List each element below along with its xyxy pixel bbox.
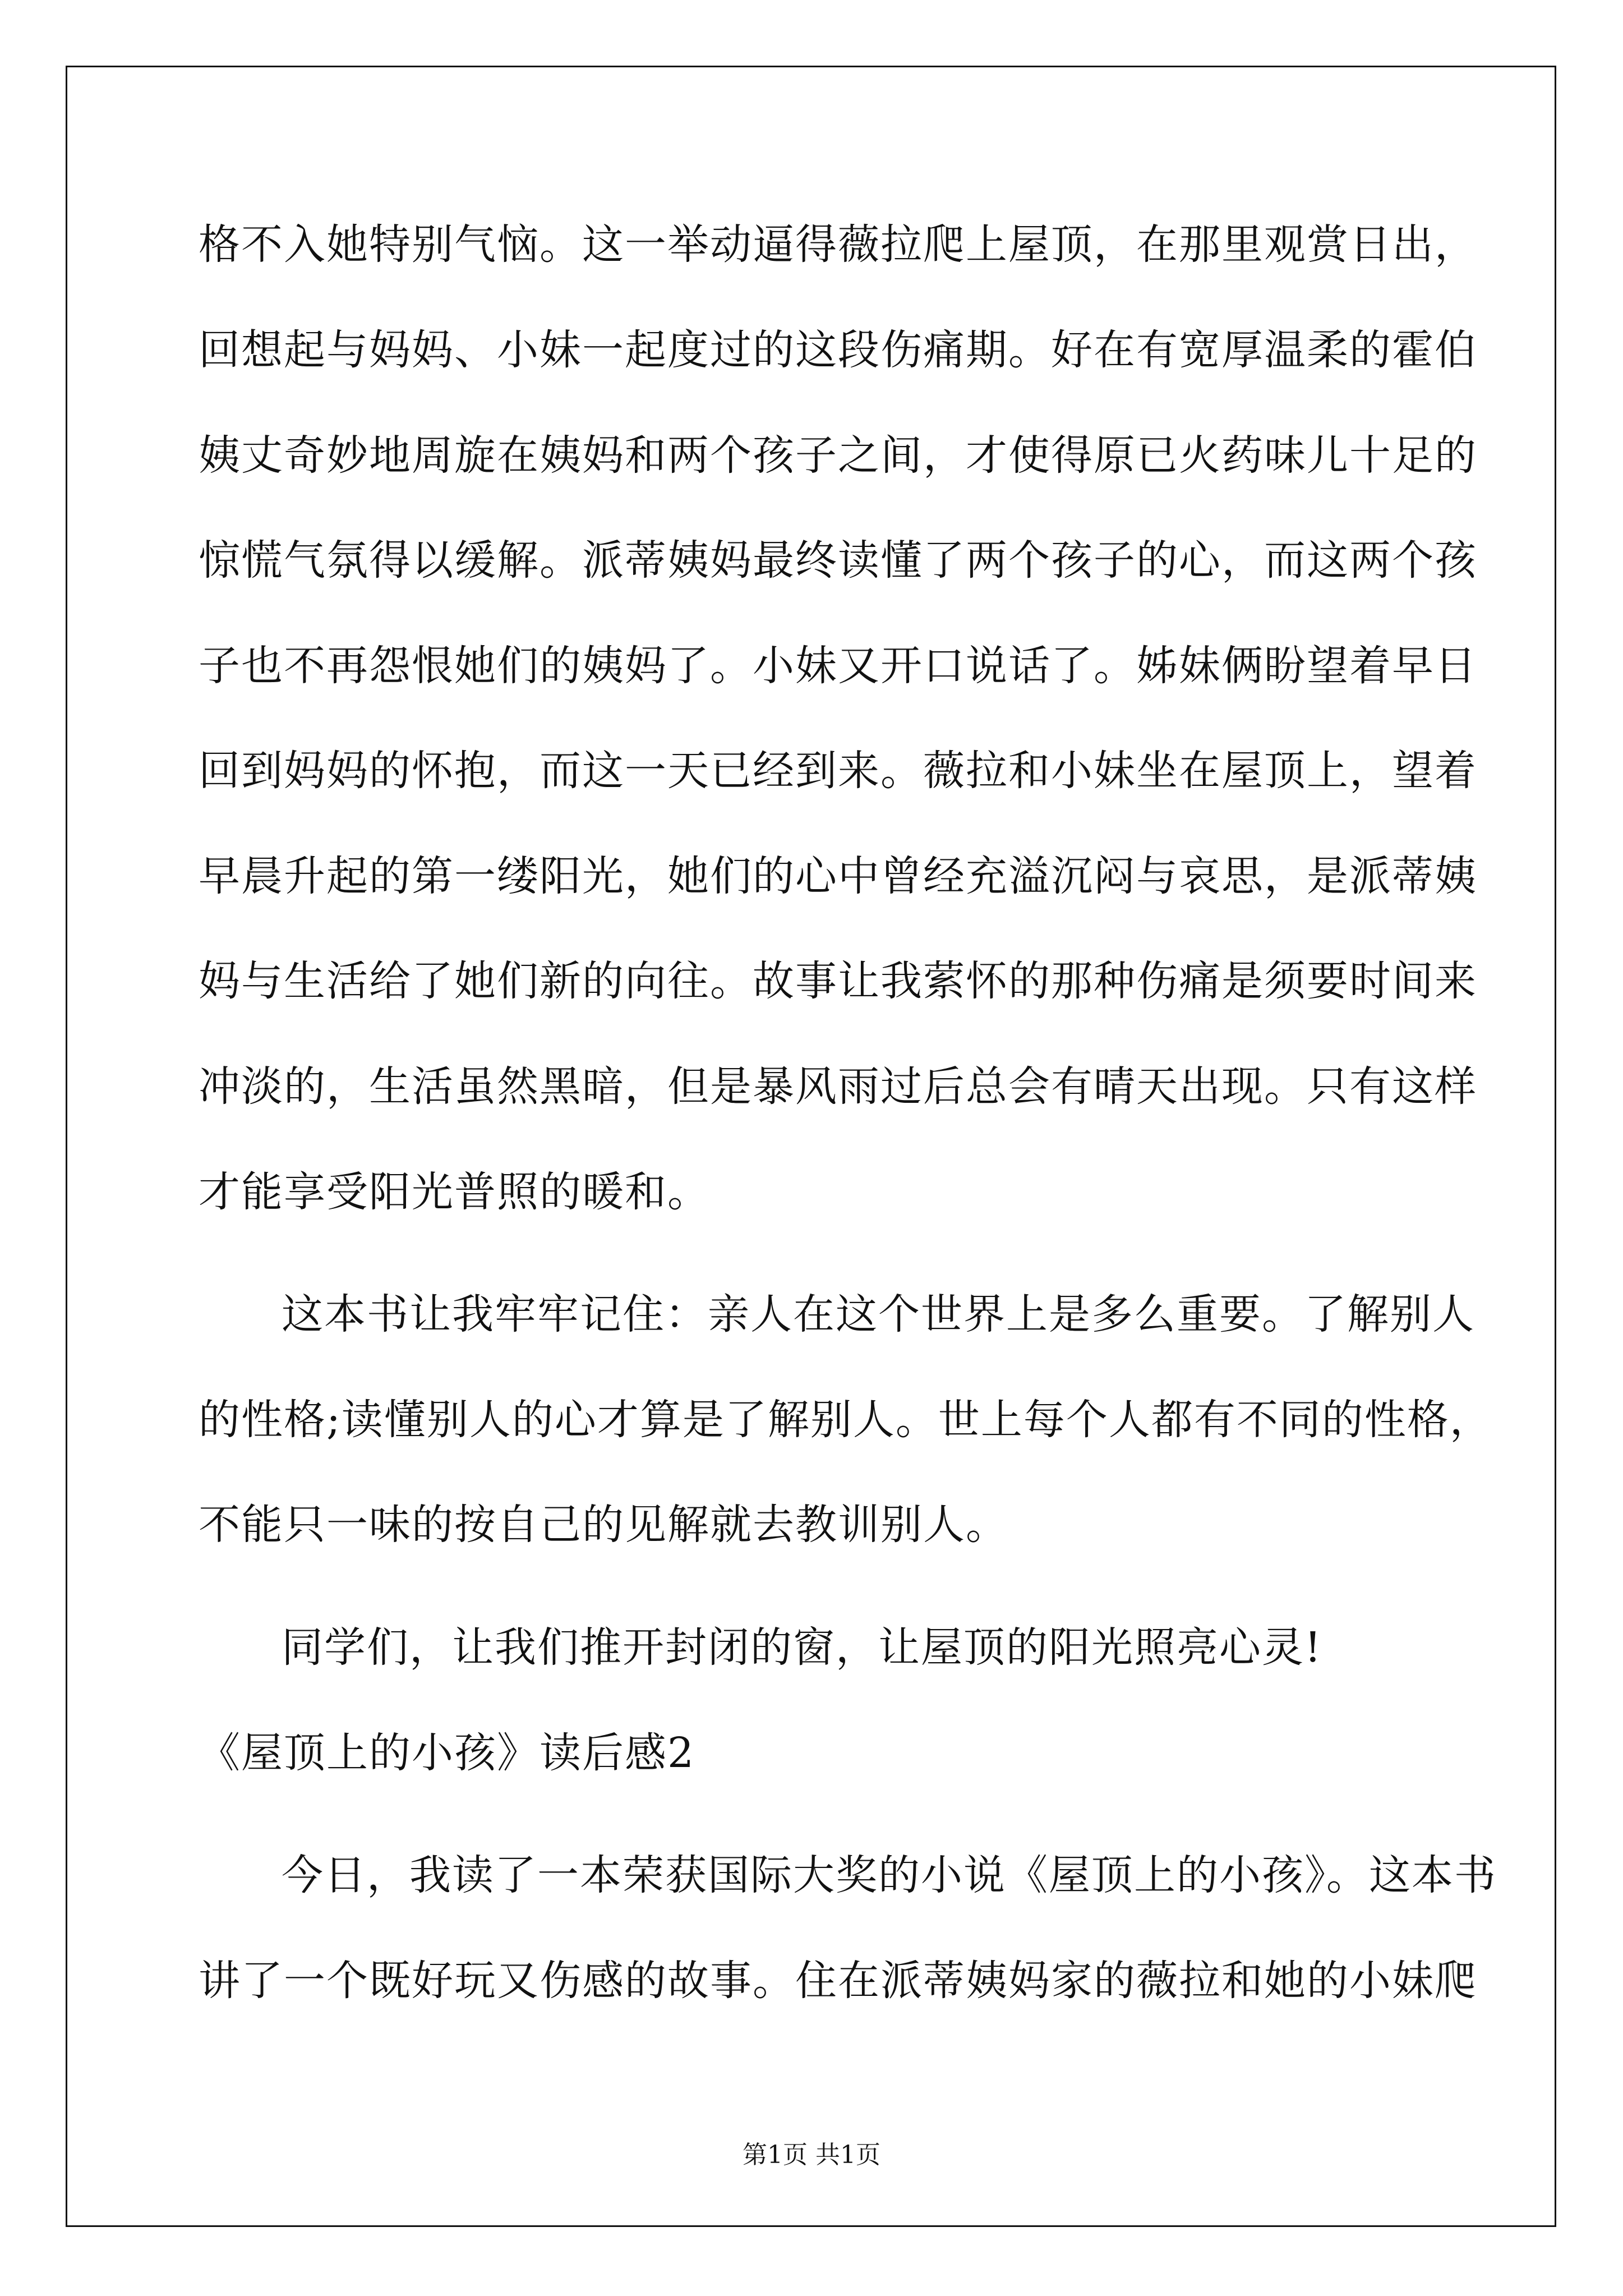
paragraph-first-line: 这本书让我牢牢记住：亲人在这个世界上是多么重要。了解别人 (282, 1290, 1475, 1338)
paragraph-first-line: 今日，我读了一本荣获国际大奖的小说《屋顶上的小孩》。这本书 (282, 1851, 1497, 1899)
text-line: 才能享受阳光普照的暖和。 (199, 1168, 710, 1216)
text-line: 姨丈奇妙地周旋在姨妈和两个孩子之间，才使得原已火药味儿十足的 (199, 431, 1477, 480)
section-heading: 《屋顶上的小孩》读后感2 (199, 1729, 695, 1777)
text-line: 回想起与妈妈、小妹一起度过的这段伤痛期。好在有宽厚温柔的霍伯 (199, 326, 1477, 374)
page-border (66, 66, 1556, 2227)
text-line: 冲淡的，生活虽然黑暗，但是暴风雨过后总会有晴天出现。只有这样 (199, 1062, 1477, 1111)
paragraph-first-line: 同学们，让我们推开封闭的窗，让屋顶的阳光照亮心灵! (282, 1623, 1322, 1672)
text-line: 惊慌气氛得以缓解。派蒂姨妈最终读懂了两个孩子的心，而这两个孩 (199, 536, 1477, 585)
text-line: 的性格;读懂别人的心才算是了解别人。世上每个人都有不同的性格， (199, 1396, 1492, 1444)
text-line: 不能只一味的按自己的见解就去教训别人。 (199, 1501, 1008, 1549)
text-line: 回到妈妈的怀抱，而这一天已经到来。薇拉和小妹坐在屋顶上，望着 (199, 747, 1477, 795)
text-line: 讲了一个既好玩又伤感的故事。住在派蒂姨妈家的薇拉和她的小妹爬 (199, 1957, 1477, 2005)
page-number-footer: 第1页 共1页 (743, 2141, 880, 2169)
text-line: 早晨升起的第一缕阳光，她们的心中曾经充溢沉闷与哀思，是派蒂姨 (199, 852, 1477, 900)
text-line: 格不入她特别气恼。这一举动逼得薇拉爬上屋顶，在那里观赏日出， (199, 220, 1477, 269)
text-line: 妈与生活给了她们新的向往。故事让我萦怀的那种伤痛是须要时间来 (199, 957, 1477, 1005)
text-line: 子也不再怨恨她们的姨妈了。小妹又开口说话了。姊妹俩盼望着早日 (199, 642, 1477, 690)
